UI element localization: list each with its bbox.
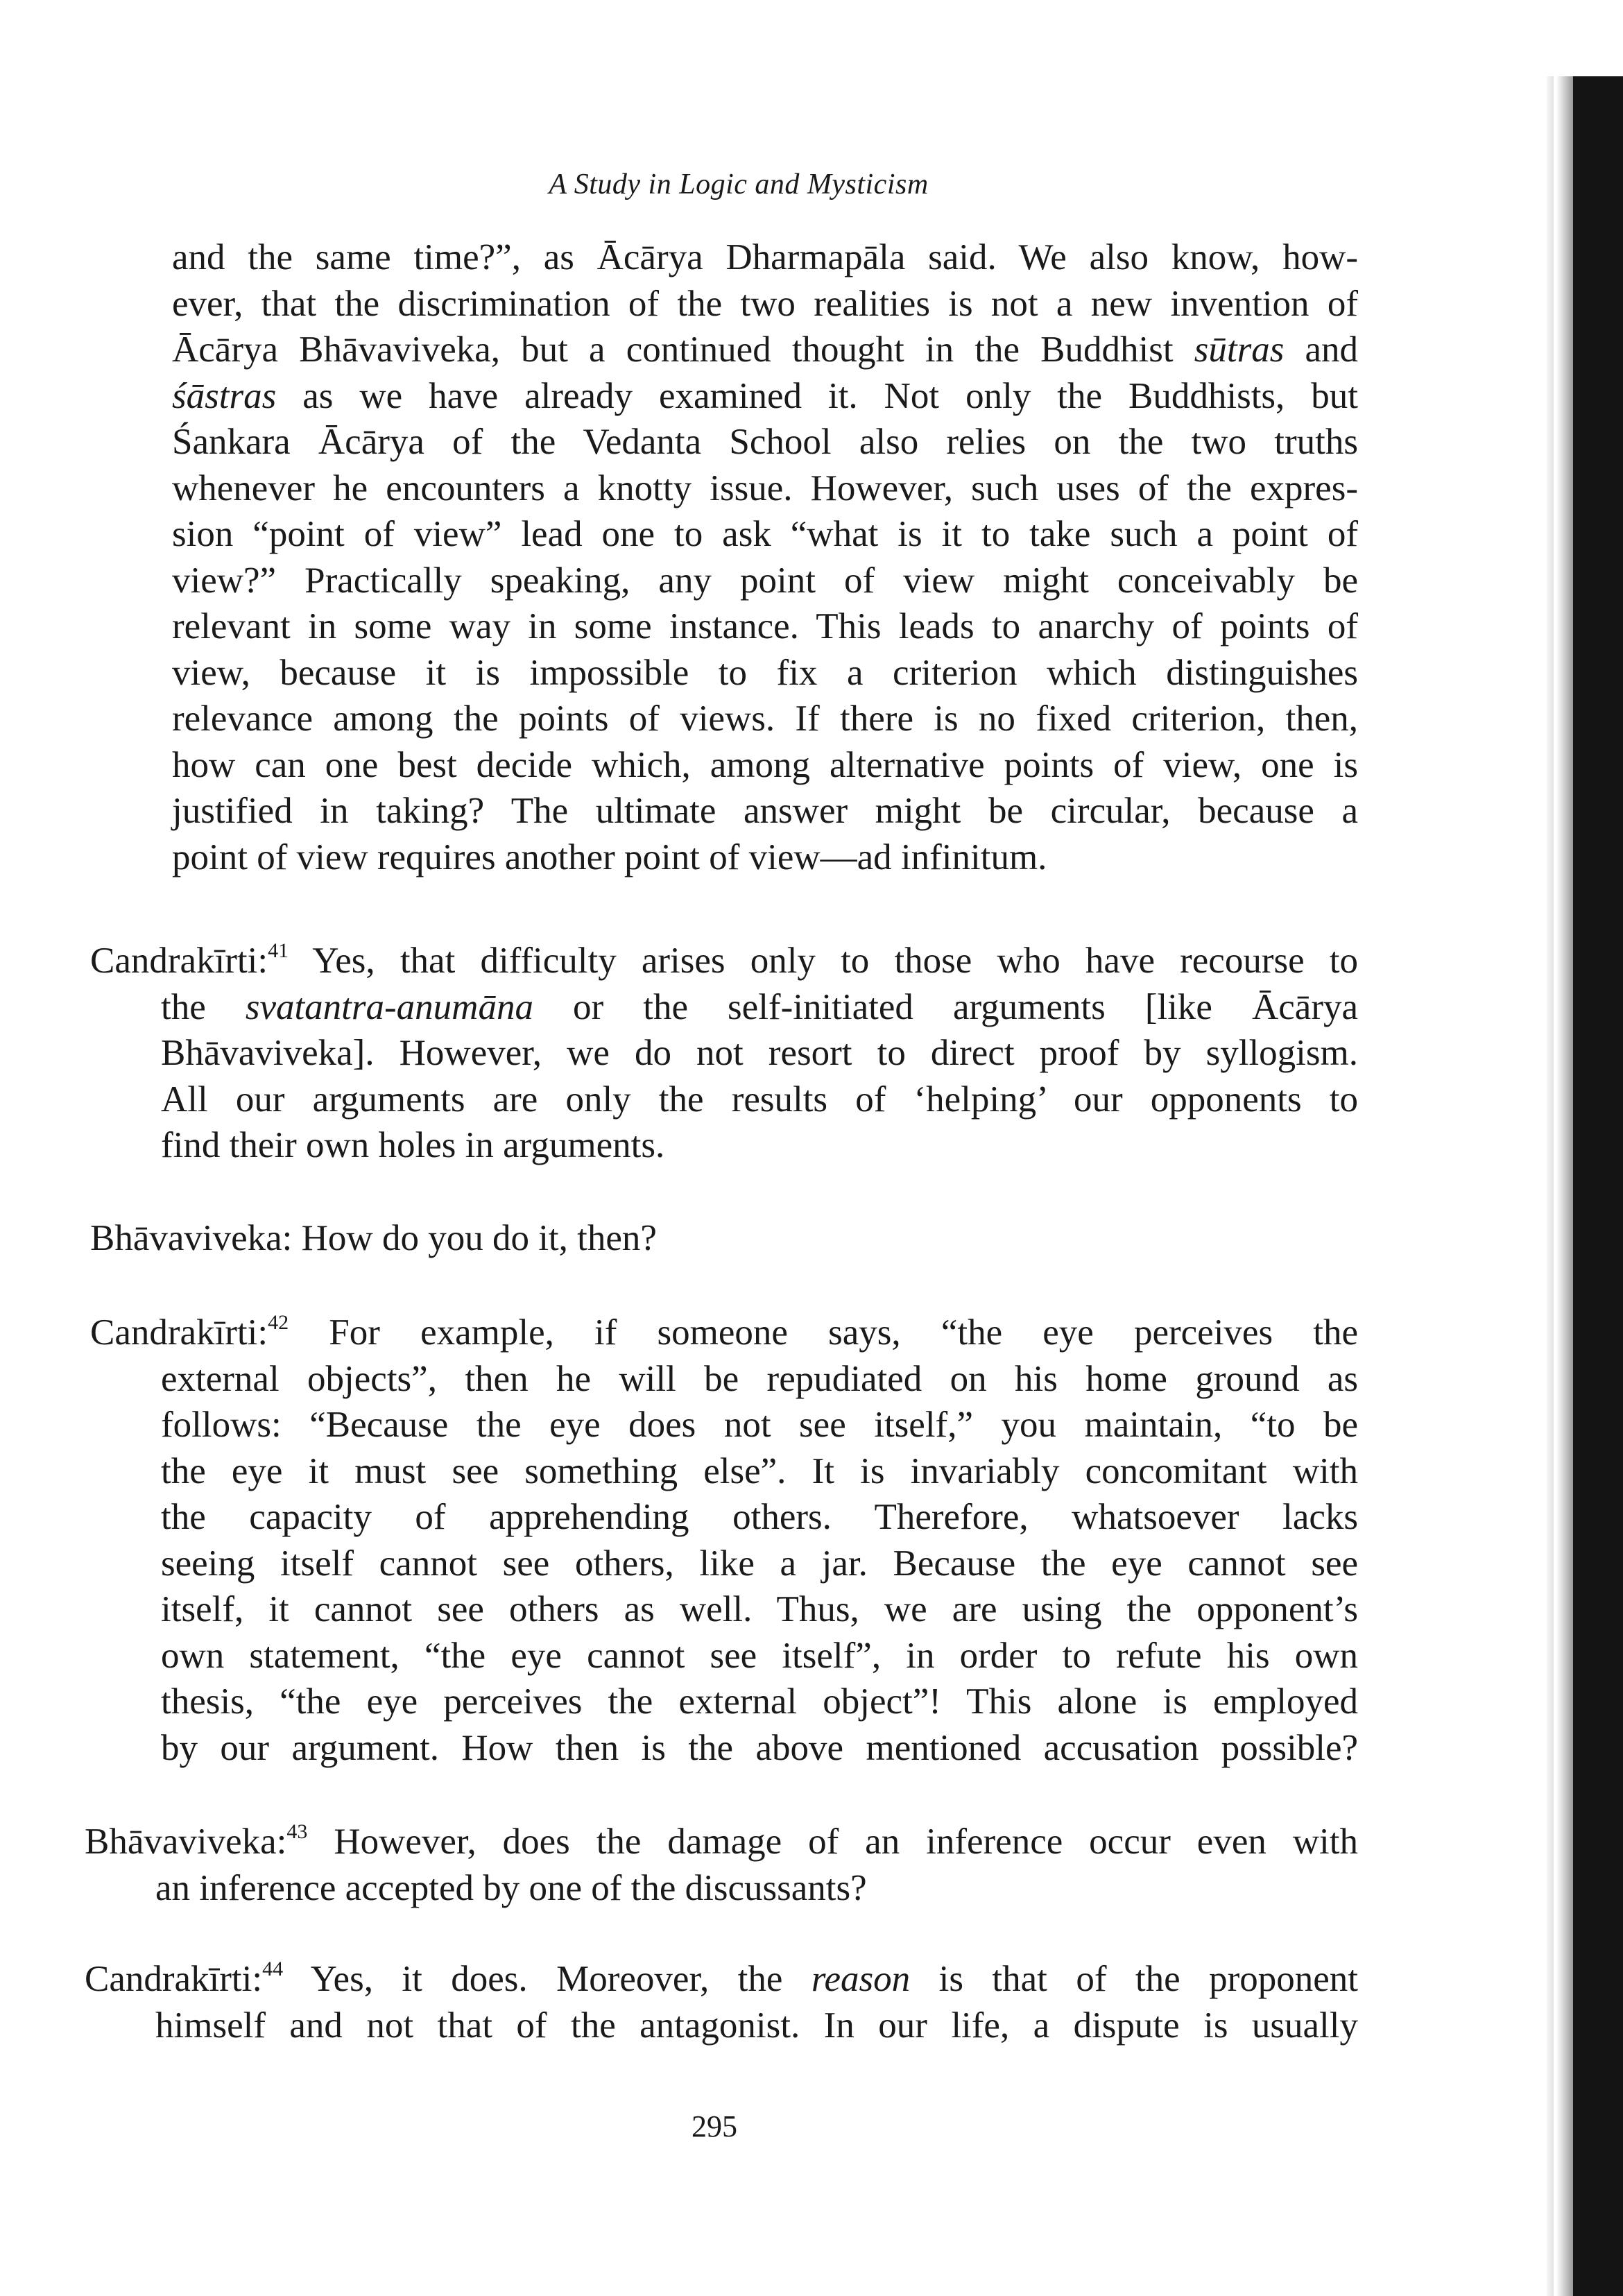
text-line: Bhāvaviveka:$^{43}$ However, does the damage of an inference occur even with: [85, 1820, 1358, 1862]
text-line: relevance among the points of views. If there is no fixed criterion, then,: [172, 699, 1358, 739]
dialogue-entry-candrakirti-44: [85, 1956, 1358, 2048]
text-line: seeing itself cannot see others, like a jar. Because the eye cannot see: [161, 1543, 1358, 1584]
text-line: the svatantra-anumāna or the self-initiated arguments [like Ācārya: [161, 986, 1358, 1027]
term-reason: reason: [811, 1959, 911, 1999]
intro-paragraph: [172, 234, 1358, 880]
binding-edge: [1573, 76, 1623, 2296]
dialogue-entry-candrakirti-42: [90, 1310, 1358, 1771]
text-line: Śankara Ācārya of the Vedanta School also relies on the two truths: [172, 422, 1358, 462]
term-sastras: śāstras: [172, 375, 277, 416]
text-line: himself and not that of the antagonist. In our life, a dispute is usually: [155, 2005, 1358, 2046]
text-line: Candrakīrti:$^{44}$ Yes, it does. Moreover, the reason is that of the proponent: [85, 1957, 1358, 1999]
text-line: the capacity of apprehending others. Therefore, whatsoever lacks: [161, 1497, 1358, 1537]
text-line: the eye it must see something else”. It is invariably concomitant with: [161, 1450, 1358, 1491]
text-line: how can one best decide which, among alternative points of view, one is: [172, 744, 1358, 785]
binding-shade: [1556, 76, 1573, 2296]
page-edge-shadow: [1547, 76, 1554, 2296]
term-svatantra: svatantra-anumāna: [245, 986, 533, 1027]
text-line: Candrakīrti:$^{41}$ Yes, that difficulty arises only to those who have recourse to: [90, 939, 1358, 981]
text-line: justified in taking? The ultimate answer might be circular, because a: [172, 791, 1358, 831]
text-line: sion “point of view” lead one to ask “what is it to take such a point of: [172, 514, 1358, 554]
text-line: Ācārya Bhāvaviveka, but a continued thought in the Buddhist sūtras and: [172, 329, 1359, 370]
footnote-ref: 42: [268, 1311, 289, 1334]
speaker-name: Candrakīrti:: [85, 1959, 263, 1999]
text-line: view?” Practically speaking, any point of view might conceivably be: [172, 560, 1358, 601]
text-line: thesis, “the eye perceives the external object”! This alone is employed: [161, 1681, 1358, 1722]
text-line: an inference accepted by one of the discussants?: [155, 1867, 867, 1908]
speaker-name: Candrakīrti:: [90, 941, 268, 981]
text-line: Bhāvaviveka]. However, we do not resort to direct proof by syllogism.: [161, 1033, 1358, 1073]
text-line: Candrakīrti:$^{42}$ For example, if someone says, “the eye perceives the: [90, 1311, 1358, 1353]
running-header: A Study in Logic and Mysticism: [549, 169, 929, 200]
text-line: All our arguments are only the results of ‘helping’ our opponents to: [161, 1079, 1358, 1120]
text-line: find their own holes in arguments.: [161, 1125, 665, 1165]
text-line: whenever he encounters a knotty issue. However, such uses of the expres-: [172, 468, 1358, 508]
text-line: external objects”, then he will be repudiated on his home ground as: [161, 1358, 1358, 1399]
text-line: follows: “Because the eye does not see itself,” you maintain, “to be: [161, 1405, 1358, 1445]
text-line: relevant in some way in some instance. This leads to anarchy of points of: [172, 606, 1358, 646]
dialogue-entry-bhavaviveka-43: [85, 1819, 1358, 1911]
text-line: point of view requires another point of view—ad infinitum.: [172, 837, 1047, 877]
dialogue-entry-bhavaviveka: [90, 1215, 1358, 1262]
page-number: 295: [692, 2109, 737, 2143]
speaker-name: Candrakīrti:: [90, 1312, 268, 1353]
footnote-ref: 44: [262, 1957, 284, 1980]
footnote-ref: 41: [268, 939, 289, 962]
text-line: itself, it cannot see others as well. Thus, we are using the opponent’s: [161, 1589, 1358, 1629]
text-line: view, because it is impossible to fix a criterion which distinguishes: [172, 652, 1358, 693]
footnote-ref: 43: [286, 1820, 308, 1843]
text-line: and the same time?”, as Ācārya Dharmapāla said. We also know, how-: [172, 237, 1358, 277]
text-line: own statement, “the eye cannot see itself”, in order to refute his own: [161, 1635, 1358, 1676]
term-sutras: sūtras: [1194, 329, 1285, 370]
text-line: ever, that the discrimination of the two realities is not a new invention of: [172, 283, 1358, 324]
text-line: Bhāvaviveka: How do you do it, then?: [90, 1218, 657, 1258]
text-line: śāstras as we have already examined it. Not only the Buddhists, but: [172, 375, 1358, 416]
text-line: by our argument. How then is the above mentioned accusation possible?: [161, 1727, 1358, 1768]
speaker-name: Bhāvaviveka:: [85, 1822, 287, 1862]
dialogue-entry-candrakirti-41: [90, 938, 1358, 1169]
speaker-name: Bhāvaviveka:: [90, 1218, 293, 1258]
